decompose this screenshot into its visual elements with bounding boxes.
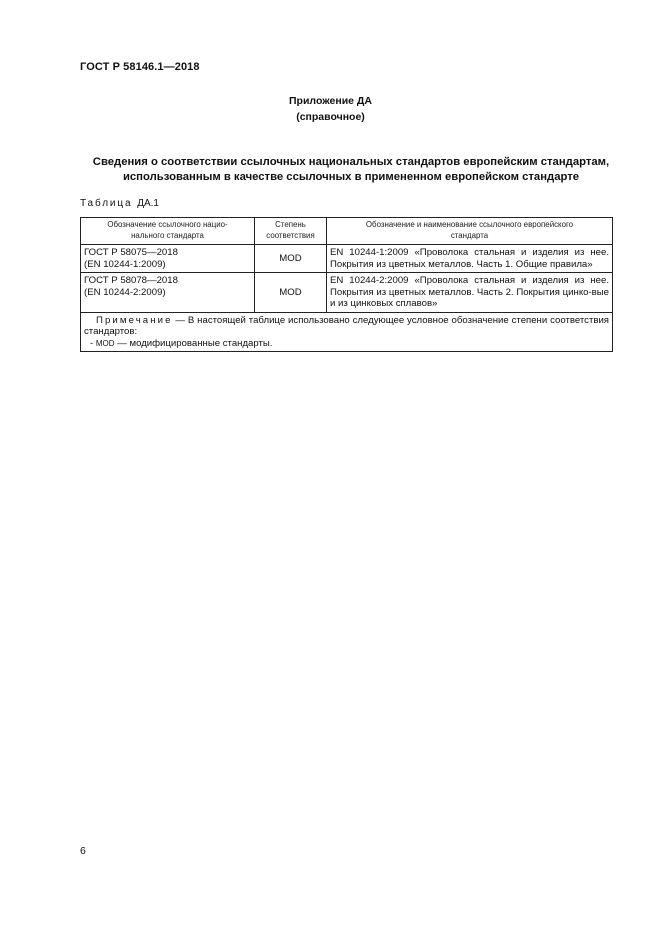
section-title-line2: использованным в качестве ссылочных в примененном европейском стандарте [122, 171, 580, 183]
header-col2-line1: Степень [275, 220, 306, 229]
table-note-row [81, 312, 613, 352]
degree-cell: MOD [255, 273, 327, 313]
note-item-code: MOD [95, 338, 115, 348]
table-row [81, 245, 613, 273]
table-header-row [81, 218, 613, 245]
degree-cell: MOD [255, 245, 327, 273]
table-row [81, 273, 613, 313]
header-col2-line2: соответствия [266, 230, 315, 240]
european-standard-cell: EN 10244-1:2009 «Проволока стальная и изделия из нее. Покрытия из цветных металлов. Часть 1. Общие правила» [327, 245, 613, 273]
national-standard-ref: (EN 10244-2:2009) [84, 286, 166, 298]
section-title [80, 155, 622, 185]
national-standard-id: ГОСТ Р 58078—2018 [84, 275, 178, 286]
national-standard-ref: (EN 10244-1:2009) [84, 258, 166, 270]
document-header: ГОСТ Р 58146.1—2018 [80, 61, 200, 73]
national-standard-id: ГОСТ Р 58075—2018 [84, 247, 178, 258]
reference-table [80, 217, 613, 352]
table-caption [80, 198, 159, 209]
header-col1-line1: Обозначение ссылочного нацио- [107, 220, 228, 229]
table-caption-number: ДА.1 [137, 198, 159, 209]
header-national-standard [81, 218, 255, 245]
annex-heading [0, 93, 661, 125]
note-label: Примечание [96, 314, 173, 326]
note-list-item [84, 338, 609, 350]
european-standard-cell: EN 10244-2:2009 «Проволока стальная и изделия из нее. Покрытия из цветных металлов. Часть 2. Покрытия цинко-вые и из цинковых сплавов» [327, 273, 613, 313]
header-col3-line2: стандарта [450, 230, 489, 240]
header-degree [255, 218, 327, 245]
header-col1-line2: нального стандарта [131, 230, 204, 240]
national-standard-cell [81, 245, 255, 273]
annex-title: Приложение ДА [289, 95, 372, 107]
header-col3-line1: Обозначение и наименование ссылочного европейского [365, 220, 574, 229]
header-european-standard [327, 218, 613, 245]
note-item-text: — модифицированные стандарты. [114, 337, 273, 349]
page-number: 6 [80, 845, 86, 857]
note-item-prefix: - [90, 337, 96, 349]
note-paragraph [84, 315, 609, 338]
table-note [81, 312, 613, 352]
annex-subtitle: (справочное) [296, 111, 365, 123]
table-caption-label: Таблица [80, 198, 133, 209]
note-text: — В настоящей таблице использовано следующее условное обозначение степени соответствия стандартов: [84, 314, 609, 337]
section-title-line1: Сведения о соответствии ссылочных национальных стандартов европейским стандартам, [92, 156, 610, 168]
national-standard-cell [81, 273, 255, 313]
